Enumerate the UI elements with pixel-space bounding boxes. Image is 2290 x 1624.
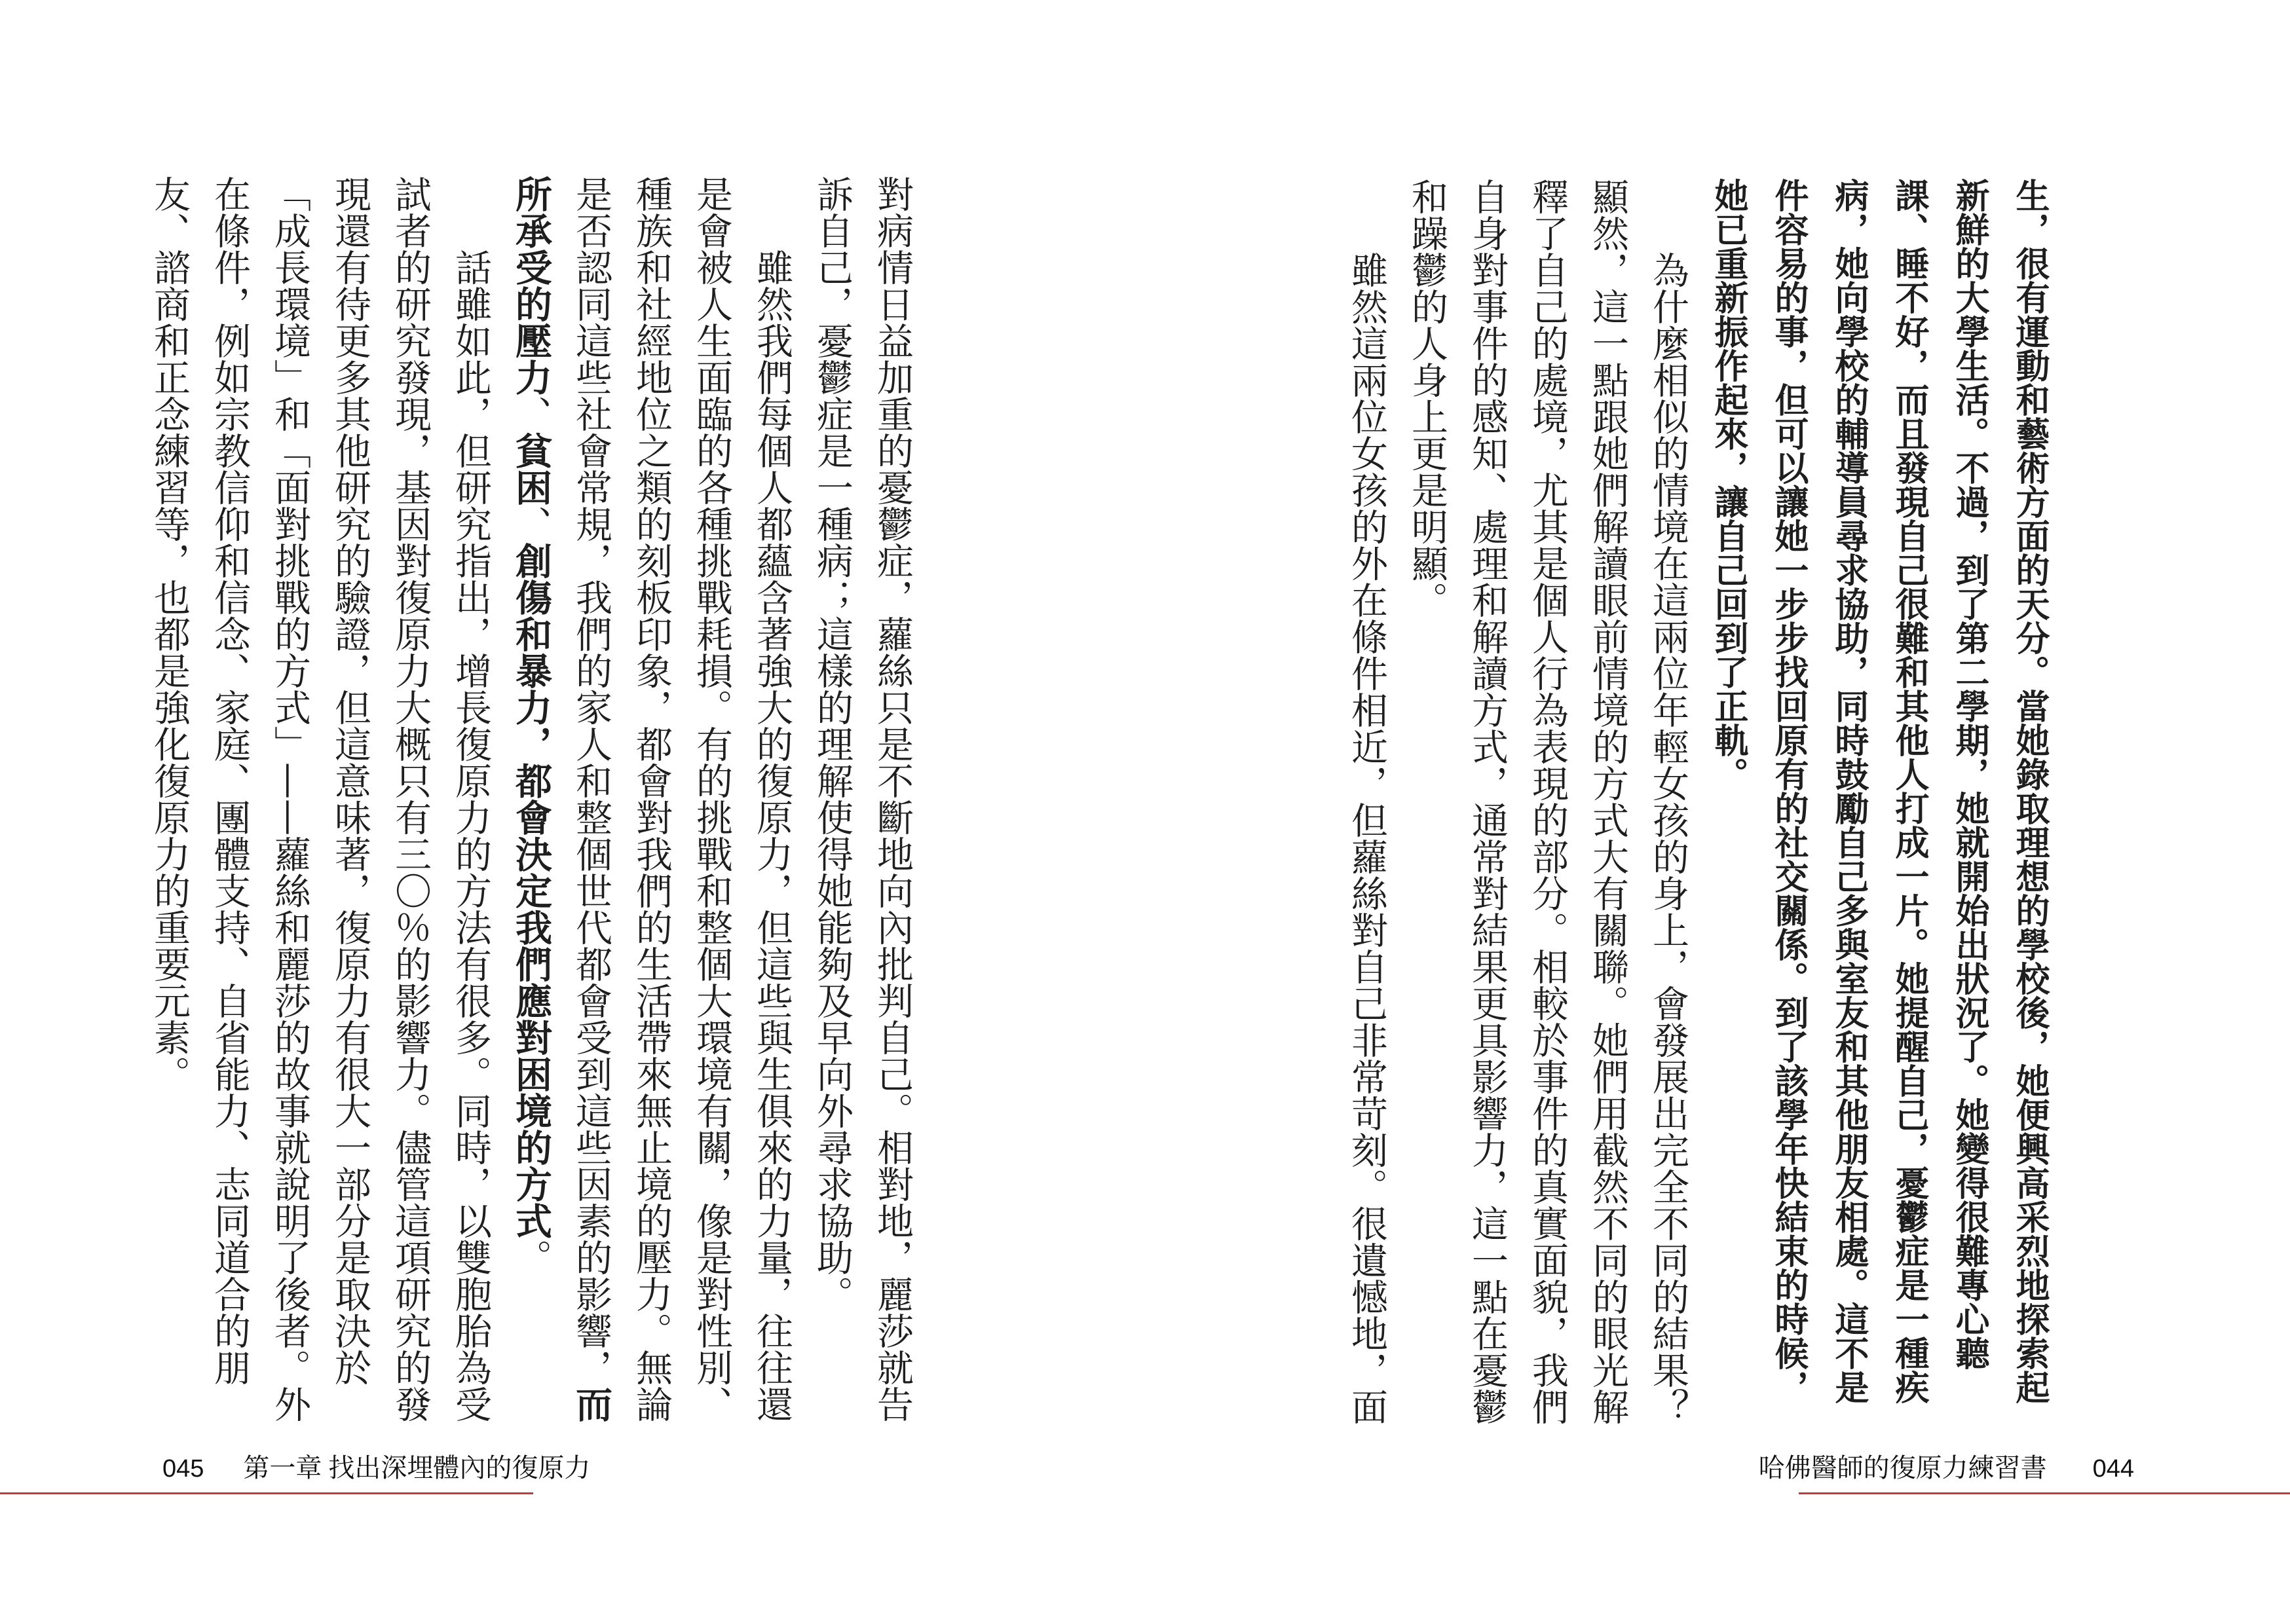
right-page (1145, 0, 2290, 1624)
right-paragraph-2: 雖然這兩位女孩的外在條件相近，但蘿絲對自己非常苛刻。很遺憾地，面 (1345, 251, 1388, 1425)
page-number: 044 (2092, 1455, 2134, 1483)
right-paragraph-1: 為什麼相似的情境在這兩位年輕女孩的身上，會發展出完全不同的結果？顯然，這一點跟她們解讀眼前情境的方式大有關聯。她們用截然不同的眼光解釋了自己的處境，尤其是個人行為表現的部分。相較於事件的真實面貌，我們自身對事件的感知、處理和解讀方式，通常對結果更具影響力，這一點在憂鬱和躁鬱的人身上更是明顯。 (1406, 178, 1689, 1425)
page-number: 045 (162, 1455, 204, 1483)
text-segment: 。 (510, 1239, 552, 1276)
text-segment: 、 (510, 506, 552, 542)
bold-segment: 而所承受的壓力 (510, 175, 612, 1422)
text-segment: 、 (510, 396, 552, 432)
right-footer (1759, 1447, 2134, 1485)
text-segment: 話雖如此，但研究指出，增長復原力的方法有很多。同時，以雙胞胎為受試者的研究發現，基因對復原力大概只有三〇％的影響力。儘管這項研究的發現還有待更多其他研究的驗證，但這意味著，復原力有很大一部分是取決於「成長環境」和「面對挑戰的方式」——蘿絲和麗莎的故事就說明了後者。外在條件，例如宗教信仰和信念、家庭、團體支持、自省能力、志同道合的朋友、諮商和正念練習等，也都是強化復原力的重要元素。 (148, 175, 492, 1422)
left-paragraph-3 (139, 175, 500, 1433)
case-story-text: 生，很有運動和藝術方面的天分。當她錄取理想的學校後，她便興高采烈地探索起新鮮的大學生活。不過，到了第二學期，她就開始出狀況了。她變得很難專心聽課、睡不好，而且發現自己很難和其他人打成一片。她提醒自己，憂鬱症是一種疾病，她向學校的輔導員尋求協助，同時鼓勵自己多與室友和其他朋友相處。這不是件容易的事，但可以讓她一步步找回原有的社交關係。到了該學年快結束的時候，她已重新振作起來，讓自己回到了正軌。 (1708, 178, 2049, 1404)
text-segment: 雖然我們每個人都蘊含著強大的復原力，但這些與生俱來的力量，往往還是會被人生面臨的各種挑戰耗損。有的挑戰和整個大環境有關，像是對性別、種族和社經地位之類的刻板印象，都會對我們的生活帶來無止境的壓力。無論是否認同這些社會常規，我們的家人和整個世代都會受到這些因素的影響， (570, 175, 793, 1422)
book-title: 哈佛醫師的復原力練習書 (1758, 1453, 2047, 1483)
chapter-title: 第一章 找出深埋體內的復原力 (243, 1453, 591, 1483)
left-footer (162, 1447, 590, 1485)
footer-rule (0, 1492, 533, 1494)
text-segment: 對病情日益加重的憂鬱症，蘿絲只是不斷地向內批判自己。相對地，麗莎就告訴自己，憂鬱症是一種病；這樣的理解使得她能夠及早向外尋求協助。 (811, 175, 914, 1422)
left-paragraph-2 (500, 175, 802, 1433)
footer-rule (1799, 1492, 2290, 1494)
bold-segment: 創傷和暴力，都會決定我們應對困境的方式 (510, 542, 552, 1239)
bold-segment: 貧困 (510, 432, 552, 506)
left-paragraph-1 (802, 175, 922, 1433)
left-body-text (148, 175, 922, 1433)
right-body-text (1327, 178, 2059, 1435)
